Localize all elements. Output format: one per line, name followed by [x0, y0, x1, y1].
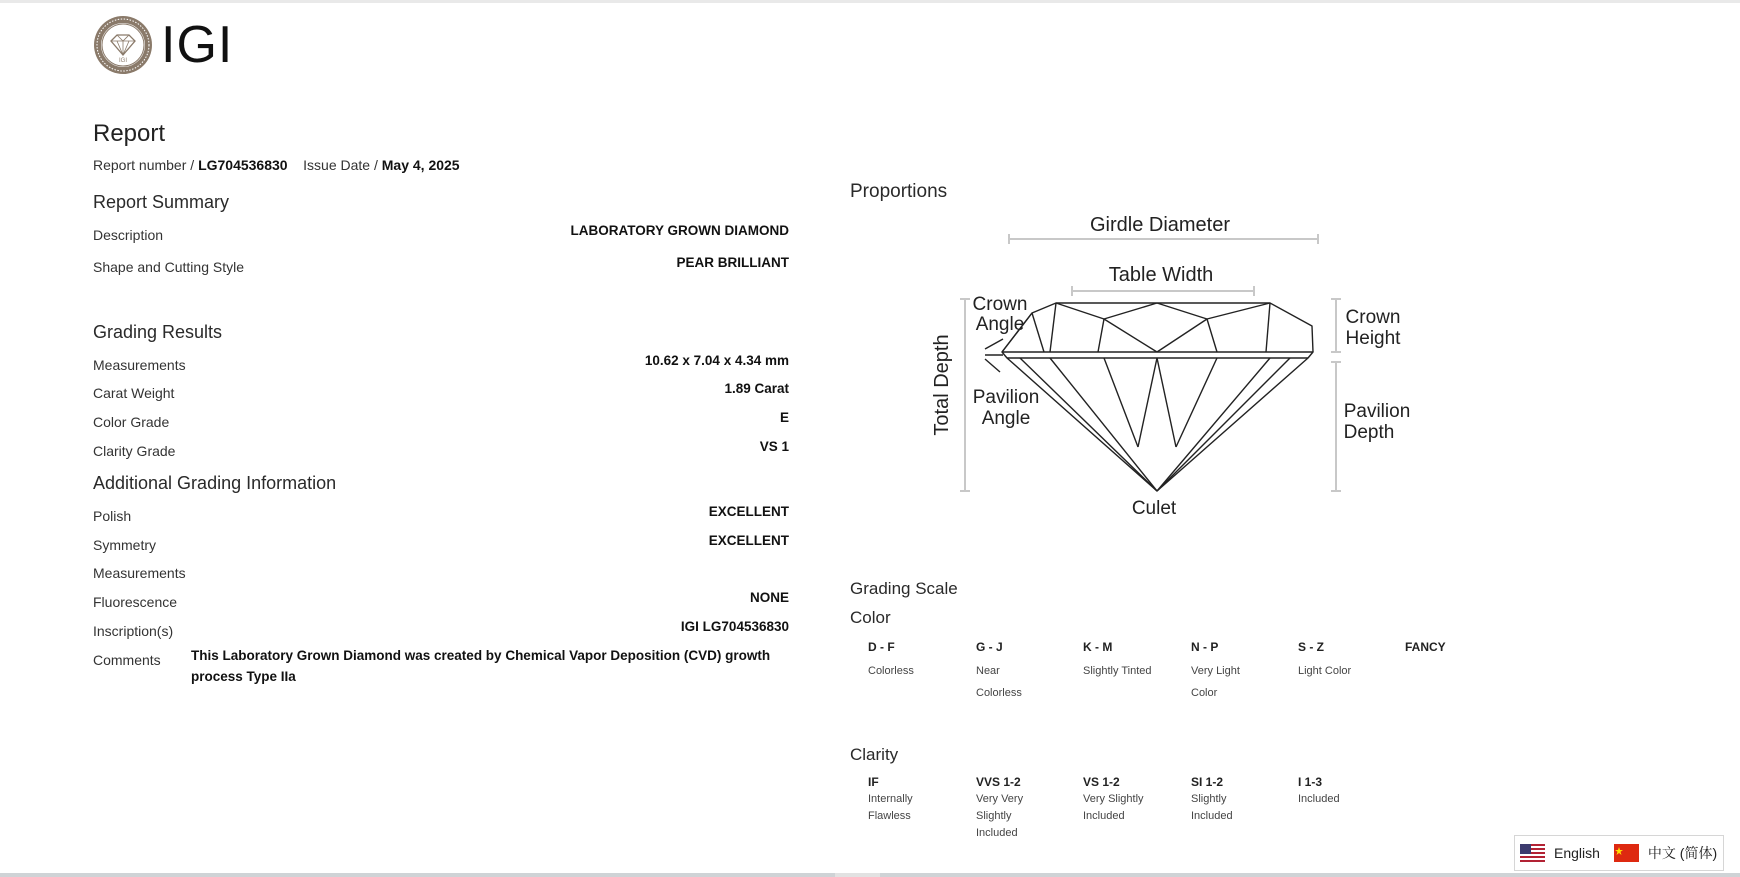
total-depth-label: Total Depth — [931, 334, 953, 436]
language-english-label: English — [1554, 845, 1600, 861]
logo-text: IGI — [161, 16, 234, 74]
clarity-scale-desc: Very Very Slightly Included — [976, 793, 1024, 839]
language-chinese-label: 中文 (简体) — [1647, 845, 1718, 861]
color-scale-code: S - Z — [1298, 640, 1324, 654]
fluorescence-label: Fluorescence — [93, 594, 178, 610]
color-scale-item — [1191, 640, 1263, 704]
pavilion-depth-label-line1: Pavilion — [1343, 401, 1411, 422]
issue-date-label: Issue Date / — [303, 157, 378, 173]
symmetry-label: Symmetry — [93, 537, 156, 553]
carat-weight-label: Carat Weight — [93, 385, 175, 401]
color-scale-code: G - J — [976, 640, 1003, 654]
color-scale-desc: Very Light Color — [1191, 665, 1240, 699]
polish-value: EXCELLENT — [708, 504, 789, 519]
report-meta — [93, 157, 460, 173]
language-option-english[interactable] — [1520, 844, 1600, 862]
color-scale-item — [1298, 640, 1398, 682]
color-scale-code: FANCY — [1405, 640, 1446, 654]
page-title: Report — [93, 120, 166, 147]
color-scale-desc: Near Colorless — [976, 665, 1022, 699]
girdle-diameter-label: Girdle Diameter — [1089, 214, 1231, 236]
report-summary-title: Report Summary — [93, 192, 230, 212]
grading-results-title: Grading Results — [93, 322, 223, 342]
clarity-scale-code: SI 1-2 — [1191, 775, 1224, 789]
proportions-diagram — [920, 205, 1440, 525]
additional-measurements-label: Measurements — [93, 565, 186, 581]
clarity-grade-label: Clarity Grade — [93, 443, 176, 459]
bottom-scrollbar-track[interactable] — [0, 873, 1740, 877]
clarity-scale-desc: Included — [1298, 793, 1340, 805]
scrollbar-thumb[interactable] — [0, 873, 835, 877]
culet-label: Culet — [1131, 498, 1177, 519]
language-switcher — [1514, 835, 1724, 871]
crown-angle-label-line1: Crown — [972, 294, 1028, 315]
report-number-value: LG704536830 — [198, 157, 288, 173]
color-scale-item — [1083, 640, 1183, 682]
clarity-scale-code: I 1-3 — [1298, 775, 1323, 789]
pavilion-depth-label-line2: Depth — [1343, 422, 1395, 443]
language-option-chinese[interactable] — [1614, 843, 1717, 863]
color-scale-item — [976, 640, 1046, 704]
table-width-label: Table Width — [1108, 264, 1214, 286]
clarity-scale-item — [1298, 775, 1398, 808]
crown-angle-label-line2: Angle — [975, 314, 1025, 335]
color-grade-value: E — [779, 410, 789, 425]
symmetry-value: EXCELLENT — [708, 533, 789, 548]
scrollbar-thumb-right[interactable] — [880, 873, 1740, 877]
clarity-grade-value: VS 1 — [759, 439, 789, 454]
color-scale-desc: Slightly Tinted — [1083, 665, 1152, 677]
clarity-scale-code: VS 1-2 — [1083, 775, 1120, 789]
seal-text: IGI — [118, 58, 128, 64]
crown-height-label-line1: Crown — [1345, 307, 1401, 328]
grading-scale-title: Grading Scale — [850, 579, 958, 598]
clarity-scale-item — [976, 775, 1034, 842]
pavilion-angle-label-line2: Angle — [981, 408, 1031, 429]
clarity-scale-item — [868, 775, 928, 825]
color-scale-code: D - F — [868, 640, 895, 654]
igi-logo[interactable] — [93, 15, 233, 75]
inscription-value: IGI LG704536830 — [680, 619, 789, 634]
clarity-scale-code: IF — [868, 775, 879, 789]
color-grade-label: Color Grade — [93, 414, 170, 430]
color-scale-item — [868, 640, 968, 682]
measurements-value: 10.62 x 7.04 x 4.34 mm — [644, 353, 789, 368]
color-scale-desc: Colorless — [868, 665, 914, 677]
comments-label: Comments — [93, 652, 161, 668]
shape-label: Shape and Cutting Style — [93, 259, 244, 275]
issue-date-value: May 4, 2025 — [381, 157, 460, 173]
clarity-scale-desc: Slightly Included — [1191, 793, 1233, 822]
measurements-label: Measurements — [93, 357, 186, 373]
color-scale-title: Color — [850, 608, 891, 627]
clarity-scale-desc: Internally Flawless — [868, 793, 913, 822]
additional-info-title: Additional Grading Information — [93, 473, 337, 493]
shape-value: PEAR BRILLIANT — [676, 255, 789, 270]
color-scale-code: K - M — [1083, 640, 1113, 654]
inscription-label: Inscription(s) — [93, 623, 174, 639]
clarity-scale-title: Clarity — [850, 745, 899, 764]
us-flag-icon — [1520, 844, 1545, 862]
clarity-scale-item — [1191, 775, 1251, 825]
description-value: LABORATORY GROWN DIAMOND — [570, 223, 789, 238]
description-label: Description — [93, 227, 164, 243]
comments-value: This Laboratory Grown Diamond was created by Chemical Vapor Deposition (CVD) growth process Type IIa — [191, 648, 771, 684]
igi-seal-icon — [93, 15, 153, 75]
clarity-scale-desc: Very Slightly Included — [1083, 793, 1144, 822]
china-flag-icon — [1614, 844, 1639, 862]
color-scale-code: N - P — [1191, 640, 1219, 654]
fluorescence-value: NONE — [749, 590, 789, 605]
color-scale-item — [1405, 640, 1505, 654]
crown-height-label-line2: Height — [1345, 328, 1401, 349]
clarity-scale-code: VVS 1-2 — [976, 775, 1021, 789]
top-border — [0, 0, 1740, 3]
report-number-label: Report number / — [93, 157, 195, 173]
polish-label: Polish — [93, 508, 132, 524]
clarity-scale-item — [1083, 775, 1155, 825]
proportions-title: Proportions — [850, 181, 948, 202]
color-scale-desc: Light Color — [1298, 665, 1352, 677]
pavilion-angle-label-line1: Pavilion — [972, 387, 1040, 408]
carat-weight-value: 1.89 Carat — [724, 381, 789, 396]
